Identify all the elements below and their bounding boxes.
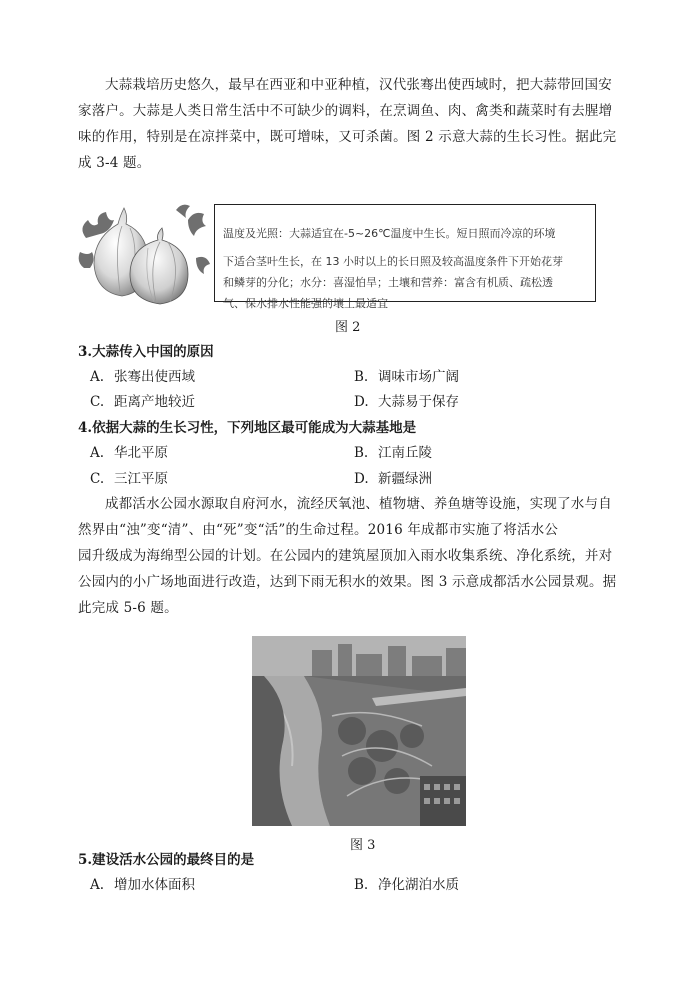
question-5-stem: 5.建设活水公园的最终目的是 xyxy=(78,852,255,868)
intro2-line-4: 公园内的小广场地面进行改造，达到下雨无积水的效果。图 3 示意成都活水公园景观。据 xyxy=(78,574,617,590)
question-4-stem: 4.依据大蒜的生长习性，下列地区最可能成为大蒜基地是 xyxy=(78,420,417,436)
intro1-line-2: 家落户。大蒜是人类日常生活中不可缺少的调料，在烹调鱼、肉、禽类和蔬菜时有去腥增 xyxy=(78,103,613,119)
intro1-line-1: 大蒜栽培历史悠久，最早在西亚和中亚种植，汉代张骞出使西域时，把大蒜带回国安 xyxy=(105,77,612,93)
intro2-line-1: 成都活水公园水源取自府河水，流经厌氧池、植物塘、养鱼塘等设施，实现了水与自 xyxy=(105,496,612,512)
question-3-stem: 3.大蒜传入中国的原因 xyxy=(78,344,214,360)
intro1-line-4: 成 3-4 题。 xyxy=(78,155,151,171)
growth-habit-box xyxy=(214,204,596,310)
info-line-4: 气、保水排水性能强的壤土最适宜 xyxy=(223,297,388,310)
figure-2-caption: 图 2 xyxy=(335,320,361,335)
q3-option-b: B. 调味市场广阔 xyxy=(354,369,459,385)
q4-option-d: D. 新疆绿洲 xyxy=(354,471,432,487)
q4-option-c: C. 三江平原 xyxy=(90,471,168,487)
figure-3-caption: 图 3 xyxy=(350,838,376,853)
info-line-1: 温度及光照：大蒜适宜在-5~26℃温度中生长。短日照而冷凉的环境 xyxy=(223,227,556,240)
park-aerial-photo xyxy=(252,636,466,826)
q4-option-b: B. 江南丘陵 xyxy=(354,445,432,461)
intro2-line-3: 园升级成为海绵型公园的计划。在公园内的建筑屋顶加入雨水收集系统、净化系统，并对 xyxy=(78,548,613,564)
q3-option-a: A. 张骞出使西域 xyxy=(90,369,195,385)
info-line-2: 下适合茎叶生长，在 13 小时以上的长日照及较高温度条件下开始花芽 xyxy=(223,255,563,268)
q4-option-a: A. 华北平原 xyxy=(90,445,168,461)
q3-option-d: D. 大蒜易于保存 xyxy=(354,394,459,410)
q5-option-a: A. 增加水体面积 xyxy=(90,877,195,893)
q5-option-b: B. 净化湖泊水质 xyxy=(354,877,459,893)
q3-option-c: C. 距离产地较近 xyxy=(90,394,195,410)
intro1-line-3: 味的作用，特别是在凉拌菜中，既可增味，又可杀菌。图 2 示意大蒜的生长习性。据此完 xyxy=(78,129,617,145)
garlic-image xyxy=(76,198,214,306)
info-line-3: 和鳞芽的分化；水分：喜湿怕旱；土壤和营养：富含有机质、疏松透 xyxy=(223,276,553,289)
intro2-line-5: 此完成 5-6 题。 xyxy=(78,600,178,616)
intro2-line-2: 然界由“浊”变“清”、由“死”变“活”的生命过程。2016 年成都市实施了将活水公 xyxy=(78,522,559,538)
intro-paragraph-1 xyxy=(78,72,621,176)
intro-paragraph-2 xyxy=(78,491,621,621)
